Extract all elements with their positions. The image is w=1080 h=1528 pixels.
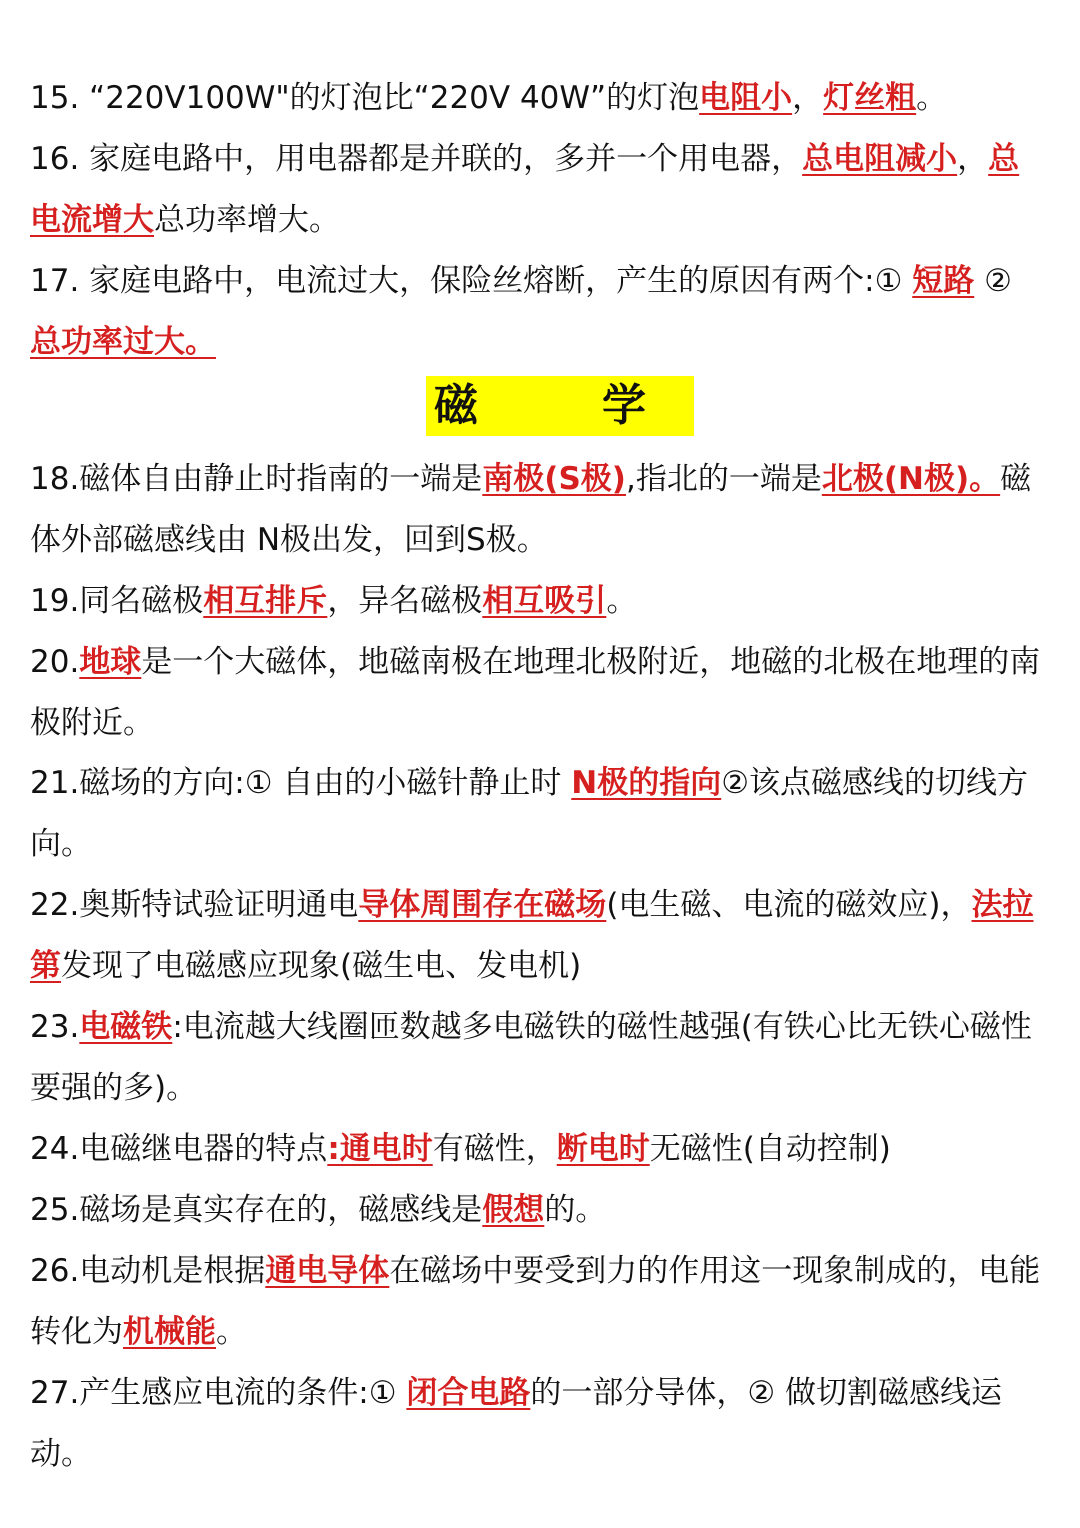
item-text: ， [957, 141, 989, 177]
item-text: 22.奥斯特试验证明通电 [30, 887, 359, 923]
highlighted-term: 法拉第 [30, 887, 1034, 984]
item-17 [30, 251, 1050, 372]
item-15 [30, 68, 1050, 129]
highlighted-term: 机械能 [123, 1313, 216, 1350]
highlighted-term: 南极(S极) [482, 461, 626, 497]
item-27 [30, 1363, 1050, 1484]
item-text: 23. [30, 1009, 80, 1045]
item-text: 18.磁体自由静止时指南的一端是 [30, 461, 483, 497]
item-19 [30, 571, 1050, 632]
item-text: 。 [216, 1313, 247, 1350]
highlighted-term: 地球 [79, 644, 142, 680]
item-text: 总功率增大。 [154, 201, 340, 238]
highlighted-term: 导体周围存在磁场 [358, 887, 607, 923]
highlighted-term: 电磁铁 [79, 1009, 173, 1045]
item-25 [30, 1180, 1050, 1241]
item-text: ,指北的一端是 [625, 461, 822, 497]
item-text: 15. “220V100W"的灯泡比“220V 40W”的灯泡 [30, 80, 700, 116]
highlighted-term: 相互排斥 [203, 583, 328, 619]
highlighted-term: 通电导体 [265, 1253, 390, 1289]
section-title-wrap [0, 376, 1080, 441]
highlighted-term: 灯丝粗 [823, 80, 917, 116]
item-text: 是一个大磁体，地磁南极在地理北极附近，地磁的北极在地理的南极附近。 [30, 644, 1041, 741]
item-16 [30, 129, 1050, 250]
item-text: (电生磁、电流的磁效应)， [606, 887, 972, 923]
highlighted-term: 短路 [912, 263, 975, 299]
highlighted-term: 假想 [482, 1192, 545, 1228]
section-title: 磁 学 [426, 376, 694, 436]
highlighted-term: 总电流增大 [30, 141, 1020, 238]
highlighted-term: 闭合电路 [406, 1375, 531, 1411]
item-text: 16. 家庭电路中，用电器都是并联的，多并一个用电器， [30, 141, 803, 177]
item-text: 发现了电磁感应现象(磁生电、发电机) [61, 947, 582, 984]
highlighted-term: 电阻小 [699, 80, 793, 116]
item-20 [30, 632, 1050, 753]
item-text: 的。 [544, 1192, 607, 1228]
highlighted-term: 相互吸引 [482, 583, 607, 619]
item-text: :电流越大线圈匝数越多电磁铁的磁性越强(有铁心比无铁心磁性要强的多)。 [30, 1009, 1032, 1106]
item-text: 27.产生感应电流的条件:① [30, 1375, 407, 1411]
item-text: 25.磁场是真实存在的，磁感线是 [30, 1192, 483, 1228]
item-text: 在磁场中要受到力的作用这一现象制成的，电能转化为 [30, 1253, 1041, 1350]
item-23 [30, 997, 1050, 1118]
item-text: 有磁性， [432, 1131, 557, 1167]
highlighted-term: 北极(N极)。 [821, 461, 1001, 497]
item-text: 无磁性(自动控制) [649, 1131, 891, 1167]
item-text: 21.磁场的方向:① 自由的小磁针静止时 [30, 765, 572, 801]
item-text: ，异名磁极 [327, 583, 483, 619]
item-text: 。 [916, 80, 948, 116]
highlighted-term: 总功率过大。 [30, 323, 216, 360]
item-text: 磁体外部磁感线由 N极出发，回到S极。 [30, 461, 1032, 558]
item-21 [30, 753, 1050, 874]
item-text: 19.同名磁极 [30, 583, 204, 619]
highlighted-term: N极的指向 [571, 765, 722, 801]
item-text: 。 [606, 583, 638, 619]
item-22 [30, 875, 1050, 996]
item-text: 24.电磁继电器的特点 [30, 1131, 328, 1167]
highlighted-term: 断电时 [556, 1131, 650, 1167]
highlighted-term: 总电阻减小 [802, 141, 958, 177]
item-text: 17. 家庭电路中，电流过大，保险丝熔断，产生的原因有两个:① [30, 263, 913, 299]
item-text: ②该点磁感线的切线方向。 [30, 765, 1028, 862]
item-24 [30, 1119, 1050, 1180]
highlighted-term: :通电时 [327, 1131, 433, 1167]
item-text: 的一部分导体，② 做切割磁感线运动。 [30, 1375, 1003, 1472]
item-text: ② [974, 263, 1012, 299]
item-26 [30, 1241, 1050, 1362]
item-18 [30, 449, 1050, 570]
item-text: 26.电动机是根据 [30, 1253, 266, 1289]
item-text: 20. [30, 644, 80, 680]
item-text: ， [792, 80, 824, 116]
